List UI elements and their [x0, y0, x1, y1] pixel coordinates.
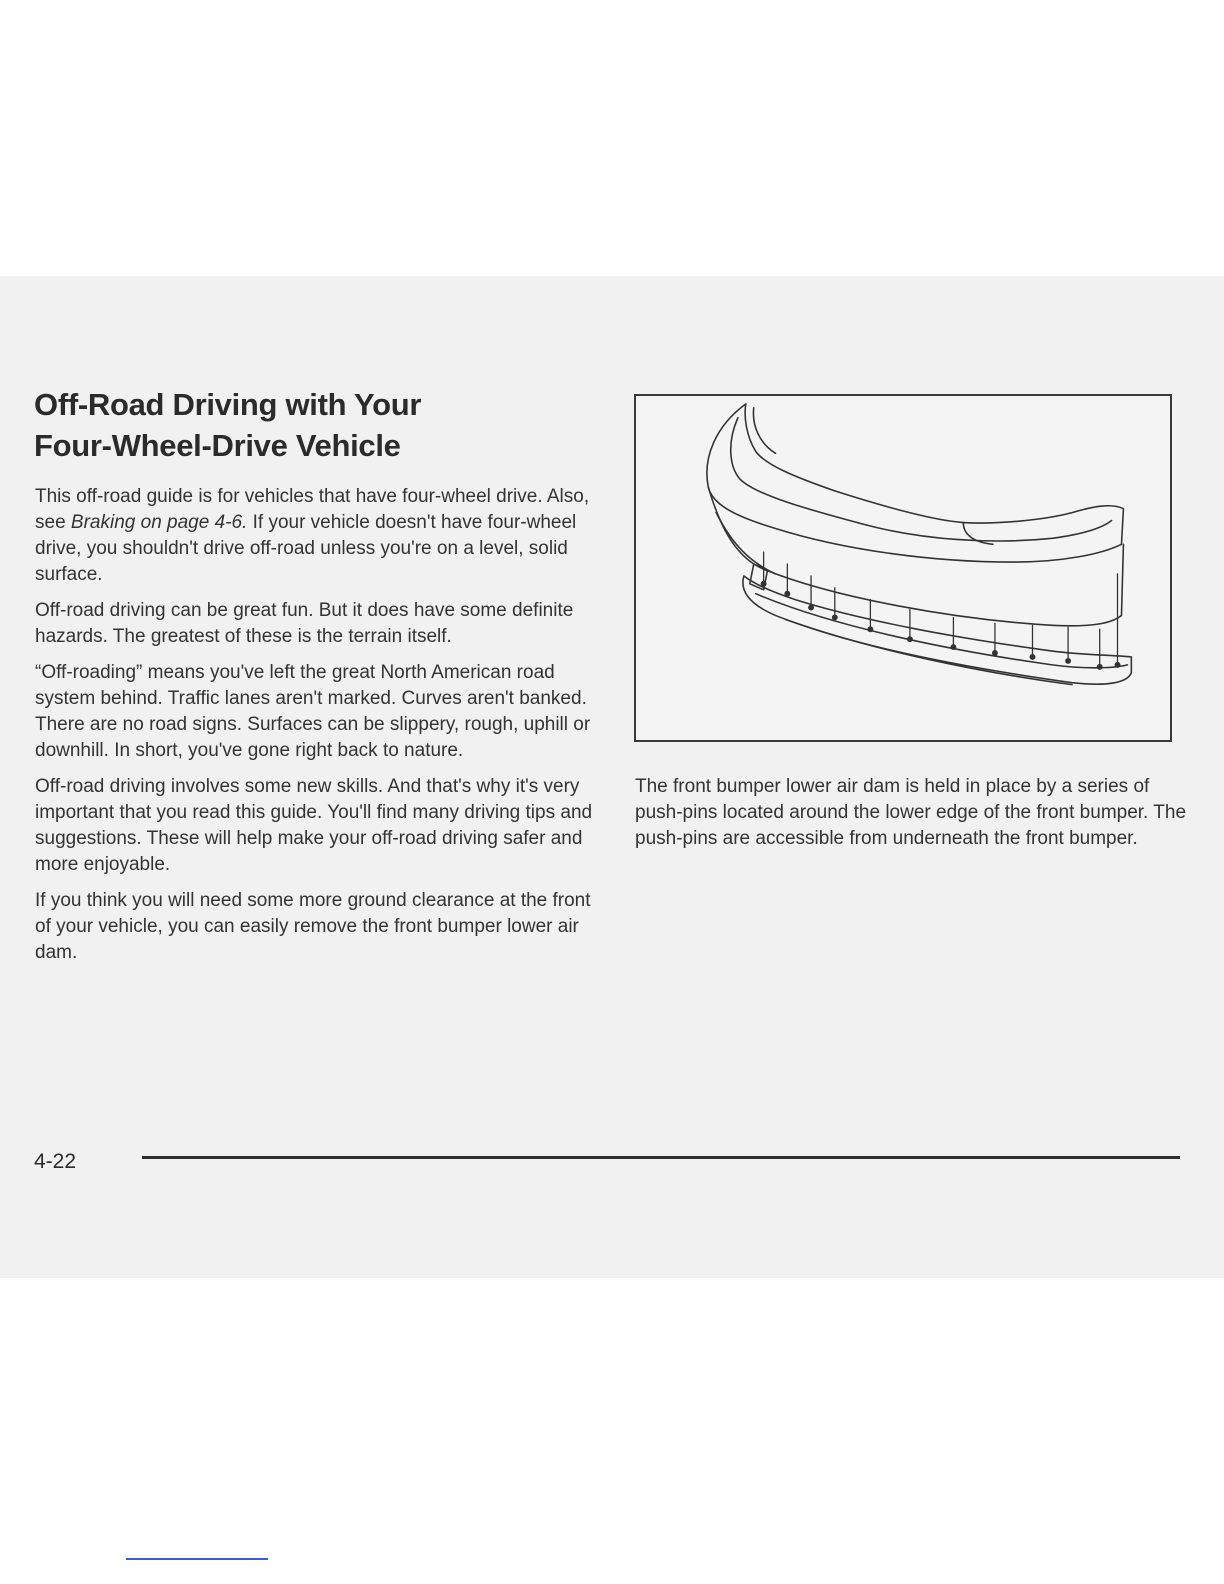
bottom-underline-decoration	[126, 1558, 268, 1560]
front-bumper-drawing	[636, 396, 1170, 740]
paragraph-hazards: Off-road driving can be great fun. But it does have some definite hazards. The greatest of these is the terrain itself.	[35, 600, 574, 647]
braking-page-reference[interactable]: Braking on page 4-6.	[70, 512, 248, 533]
page-number: 4-22	[34, 1150, 77, 1173]
paragraph-intro: This off-road guide is for vehicles that have four-wheel drive. Also, see Braking on page 4-6. If your vehicle doesn't have four-wheel drive, you shouldn't drive off-road unless you're on a level, solid surface.	[35, 486, 590, 585]
paragraph-skills: Off-road driving involves some new skills. And that's why it's very important that you read this guide. You'll find many driving tips and suggestions. These will help make your off-road driving safer and more enjoyable.	[35, 776, 593, 875]
body-text-column	[35, 484, 601, 976]
section-heading	[34, 384, 594, 466]
footer-rule	[142, 1156, 1180, 1159]
bumper-air-dam-illustration	[634, 394, 1172, 742]
paragraph-ground-clearance: If you think you will need some more ground clearance at the front of your vehicle, you can easily remove the front bumper lower air dam.	[35, 890, 591, 963]
heading-line-1: Off-Road Driving with Your	[34, 387, 422, 422]
figure-caption: The front bumper lower air dam is held in place by a series of push-pins located around the lower edge of the front bumper. The push-pins are accessible from underneath the front bumper.	[635, 776, 1187, 849]
paragraph-off-roading: “Off-roading” means you've left the great North American road system behind. Traffic lanes aren't marked. Curves aren't banked. There are no road signs. Surfaces can be slippery, rough, uphill or downhill. In short, you've gone right back to nature.	[35, 662, 591, 761]
heading-line-2: Four-Wheel-Drive Vehicle	[34, 428, 401, 463]
